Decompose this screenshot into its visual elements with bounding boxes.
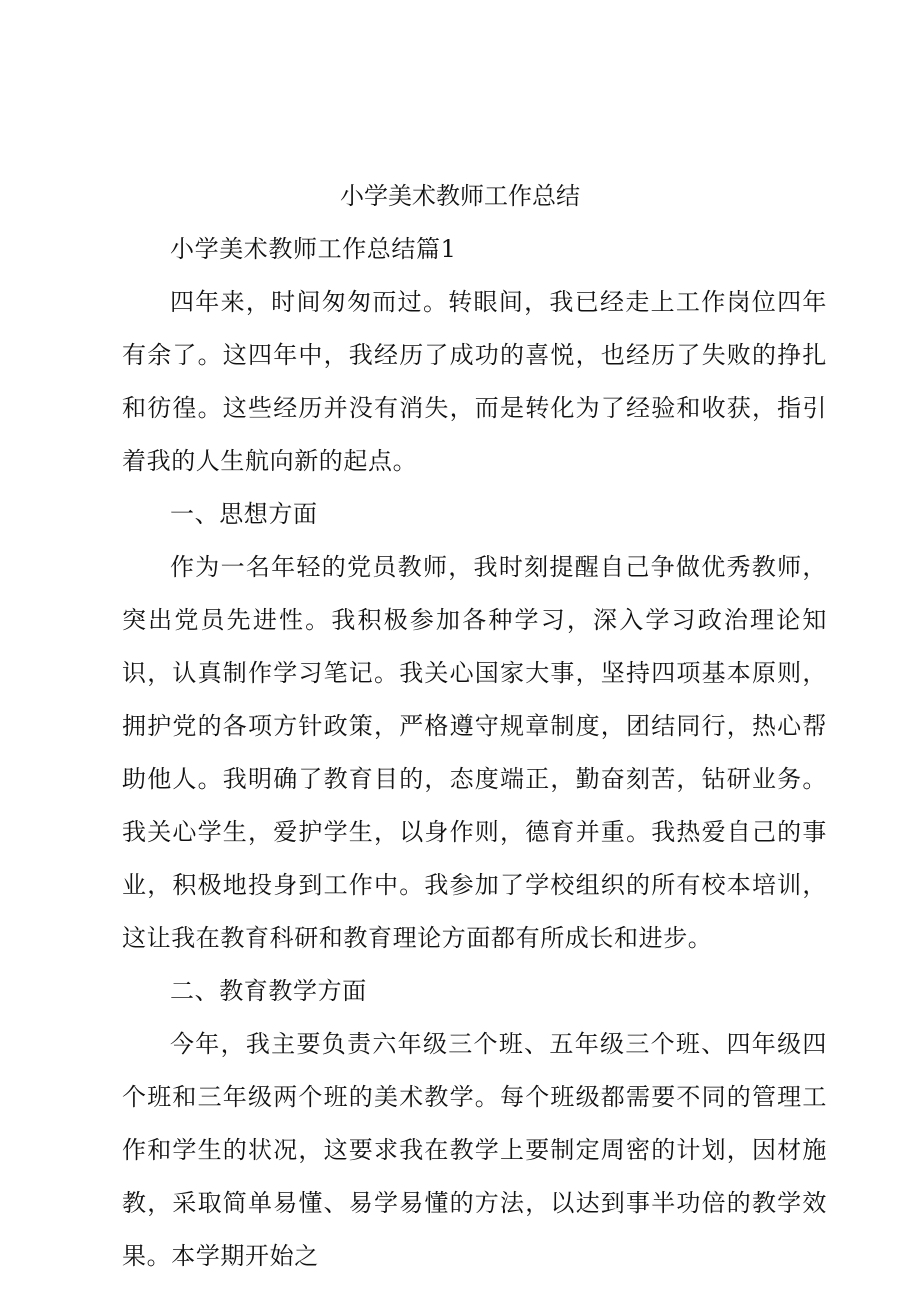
section-heading: 小学美术教师工作总结篇1 [170,235,457,263]
document-body [122,223,827,1283]
document-title: 小学美术教师工作总结 [340,182,580,210]
heading-teaching: 二、教育教学方面 [170,977,367,1005]
paragraph-intro: 四年来，时间匆匆而过。转眼间，我已经走上工作岗位四年有余了。这四年中，我经历了成功的喜悦，也经历了失败的挣扎和彷徨。这些经历并没有消失，而是转化为了经验和收获，指引着我的人生航向新的起点。 [122,288,827,475]
paragraph-ideology: 作为一名年轻的党员教师，我时刻提醒自己争做优秀教师，突出党员先进性。我积极参加各种学习，深入学习政治理论知识，认真制作学习笔记。我关心国家大事，坚持四项基本原则，拥护党的各项方针政策，严格遵守规章制度，团结同行，热心帮助他人。我明确了教育目的，态度端正，勤奋刻苦，钻研业务。我关心学生，爱护学生，以身作则，德育并重。我热爱自己的事业，积极地投身到工作中。我参加了学校组织的所有校本培训，这让我在教育科研和教育理论方面都有所成长和进步。 [122,553,827,952]
heading-ideology: 一、思想方面 [170,500,318,528]
paragraph-teaching: 今年，我主要负责六年级三个班、五年级三个班、四年级四个班和三年级两个班的美术教学。每个班级都需要不同的管理工作和学生的状况，这要求我在教学上要制定周密的计划，因材施教，采取简单易懂、易学易懂的方法，以达到事半功倍的教学效果。本学期开始之 [122,1030,827,1270]
